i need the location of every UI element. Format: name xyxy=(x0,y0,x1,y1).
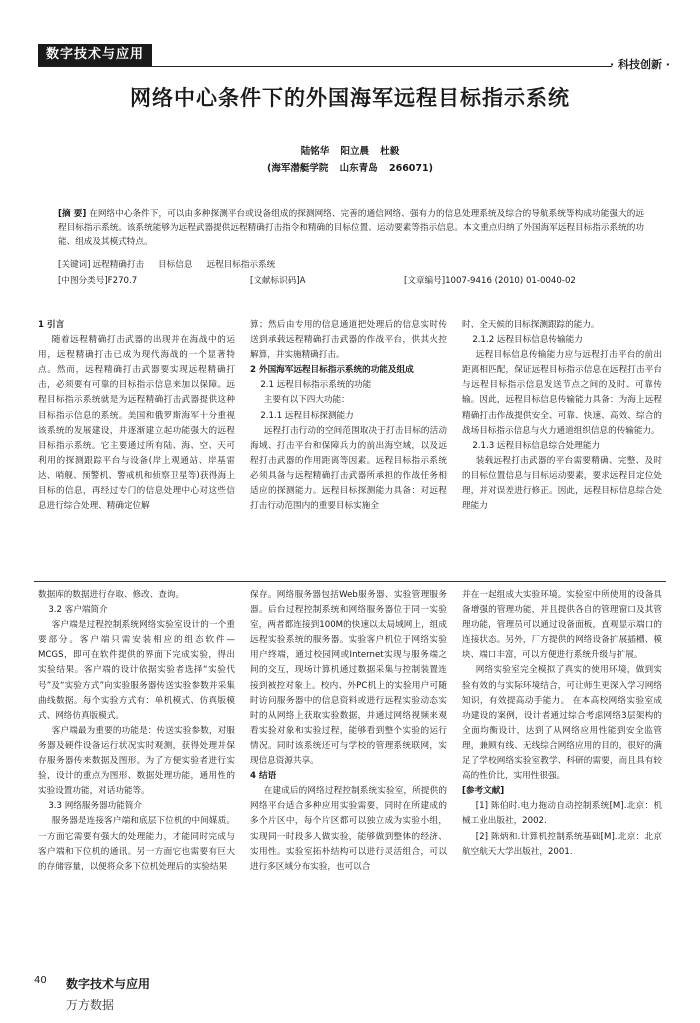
section-heading: 2.1.1 远程目标探测能力 xyxy=(260,410,354,421)
article-number: [文章编号]1007-9416 (2010) 01-0040-02 xyxy=(404,276,576,286)
clc-number: [中图分类号]F270.7 xyxy=(58,276,138,286)
page-number: 40 xyxy=(34,975,47,986)
section-heading: 2 外国海军远程目标指示系统的功能及组成 xyxy=(250,365,414,376)
paragraph: 远程目标信息传输能力应与远程打击平台的前出距离相匹配，保证远程目标指示信息在远程打击平台与远程目标指示信息发送节点之间的及时、可靠传输。因此，远程目标信息传输能力具备：为海上远程精确打击作战提供安全、可靠、快速、高效、综合的战场目标指示信息与火力通道组织信息的传输能力。 xyxy=(462,350,662,436)
upper-column-1 xyxy=(38,318,235,570)
header-rule xyxy=(38,66,612,67)
paragraph: 网络实验室完全模拟了真实的使用环境，做到实验有效的与实际环境结合，可让师生更深入学习网络知识，有效提高动手能力。 在本高校网络实验室成功建设的案例，设计者通过综合考虑网络3层架构的全面均衡设计，达到了从网络应用性能到安全监管理，兼顾有线、无线综合网络应用的目的，很好的满足了学校网络实验室教学、科研的需要，而且具有较高的性价比，实用性很强。 xyxy=(462,665,662,782)
lower-column-3 xyxy=(462,588,662,966)
paragraph: 并在一起组成大实验环境。实验室中所使用的设备具备增强的管理功能，并且提供各自的管理窗口及其管理功能，管理员可以通过设备面板，直观显示端口的连接状态。另外，厂方提供的网络设备扩展插槽、模块、端口丰富，可以方便进行系统升级与扩展。 xyxy=(462,590,662,661)
upper-column-3 xyxy=(462,318,662,570)
paragraph: [1] 陈伯时.电力拖动自动控制系统[M].北京：机械工业出版社，2002. xyxy=(462,801,662,827)
lower-column-1 xyxy=(38,588,235,966)
lower-column-2 xyxy=(250,588,447,966)
paragraph: 客户端最为重要的功能是：传送实验参数，对服务器及硬件设备运行状况实时观测，获得处理并保存服务器传来数据及图形。为了方便实验者进行实验，设计的重点为图形、数据处理功能，通用性的实验设置功能，对话功能等。 xyxy=(38,725,235,797)
keywords xyxy=(58,258,289,270)
paragraph: 时、全天候的目标探测跟踪的能力。 xyxy=(462,320,600,330)
paragraph: 服务器是连接客户端和底层下位机的中间媒质。一方面它需要有强大的处理能力，才能同时完成与客户端和下位机的通讯。另一方面它也需要有巨大的存储容量，以便将众多下位机处理后的实验结果 xyxy=(38,816,235,872)
section-heading: 3.3 网络服务器功能简介 xyxy=(48,801,143,812)
paragraph: 随着远程精确打击武器的出现并在海战中的运用，远程精确打击已成为现代海战的一个显著特点。然而，远程精确打击武器要实现远程精确打击，必须要有可靠的目标指示信息来加以保障。远程目标指示系统就是为远程精确打击武器提供这种目标指示信息的系统。美国和俄罗斯海军十分重视该系统的发展建设，并逐渐建立起功能强大的远程目标指示系统。它主要通过所有陆、海、空、天可利用的探测跟踪平台与设备(岸上观通站、岸基雷达、哨舰、预警机、警戒机和侦察卫星等)获得海上目标的信息，再经过专门的信息处理中心对这些信息进行综合处理、精确定位解 xyxy=(38,335,235,512)
keywords-label: [关键词] xyxy=(58,260,91,270)
article-title: 网络中心条件下的外国海军远程目标指示系统 xyxy=(130,85,570,110)
section-tag: 数字技术与应用 xyxy=(38,44,152,66)
abstract xyxy=(58,207,644,249)
paragraph: 远程打击行动的空间范围取决于打击目标的活动海域、打击平台和保障兵力的前出海空域，以及远程打击武器的作用距离等因素。远程目标指示系统必须具备与远程精确打击武器所承担的作战任务相适应的探测能力。远程目标探测能力具备：对远程打击行动范围内的重要目标实施全 xyxy=(250,425,447,512)
paragraph: [2] 陈炳和.计算机控制系统基础[M].北京：北京航空航天大学出版社，2001. xyxy=(462,831,662,857)
upper-column-2 xyxy=(250,318,447,570)
authors: 陆铭华 阳立晨 杜毅 xyxy=(300,146,400,157)
column-tag: · 科技创新 · xyxy=(609,58,670,71)
paragraph: 在建成后的网络过程控制系统实验室，所提供的网络平台适合多种应用实验需要，同时在所建成的多个片区中，每个片区都可以独立成为实验小组，实现同一时段多人做实验，能够做到整体的经济、实用性。实验室拓朴结构可以进行灵活组合，可以进行多区域分布实验，也可以合 xyxy=(250,786,447,872)
paragraph: 装载远程打击武器的平台需要精确、完整、及时的目标位置信息与目标运动要素，要求远程目定位处理，并对误差进行修正。因此，远程目标信息综合处理能力 xyxy=(462,455,662,512)
keyword: 远程精确打击 xyxy=(92,260,145,270)
section-heading: 2.1 远程目标指示系统的功能 xyxy=(260,380,372,391)
paragraph: 数据库的数据进行存取、修改、查询。 xyxy=(38,590,185,600)
keyword: 目标信息 xyxy=(158,260,193,270)
section-heading: 1 引言 xyxy=(38,320,65,330)
section-heading: 2.1.3 远程目标信息综合处理能力 xyxy=(472,440,601,451)
paragraph: 算；然后由专用的信息通道把处理后的信息实时传送到承载远程精确打击武器的作战平台，供其火控解算，并实施精确打击。 xyxy=(250,320,447,361)
paragraph: 客户端是过程控制系统网络实验室设计的一个重要部分。客户端只需安装相应的组态软件—MCGS，即可在软件提供的界面下完成实验，得出实验结果。客户端的设计依据实验者选择“实验代号”及“实验方式”向实验服务器传送实验参数并采集曲线数据。每个实验方式有：单机模式、仿真版模式、网络仿真版模式。 xyxy=(38,620,235,721)
abstract-text: 在网络中心条件下，可以由多种探测平台或设备组成的探测网络、完善的通信网络、强有力的信息处理系统及综合的导航系统等构成功能强大的远程目标指示系统。该系统能够为远程武器提供远程精确打击指令和精确的目标位置、运动要素等指示信息。本文重点归纳了外国海军远程目标指示系统的功能、组成及其模式特点。 xyxy=(58,209,644,247)
section-heading: 4 结语 xyxy=(250,771,277,782)
keyword: 远程目标指示系统 xyxy=(206,260,276,270)
paragraph: 主要有以下四大功能： xyxy=(263,395,350,406)
journal-name: 数字技术与应用 xyxy=(66,977,151,991)
section-heading: [参考文献] xyxy=(462,786,505,797)
abstract-label: [摘 要] xyxy=(58,209,87,219)
watermark: 万方数据 xyxy=(66,998,115,1012)
affiliation: (海军潜艇学院 山东青岛 266071) xyxy=(267,163,433,174)
section-heading: 3.2 客户端简介 xyxy=(48,605,108,616)
section-heading: 2.1.2 远程目标信息传输能力 xyxy=(472,335,583,346)
document-code: [文献标识码]A xyxy=(250,276,306,286)
section-divider xyxy=(34,581,666,582)
paragraph: 保存。网络服务器包括Web服务器、实验管理服务器。后台过程控制系统和网络服务器位于同一实验室，两者都连接到100M的快速以太局域网上，组成远程实验系统的服务器。实验客户机位于网络实验用户终端，通过校园网或Internet实现与服务端之间的交互，现场计算机通过数据采集与控制装置连接到被控对象上。校内、外PC机上的实验用户可随时访问服务器中的信息资料或进行远程实验动态实时的从网络上获取实验数据，并通过网络视频来观看实验对象和实验过程，能够看到整个实验的运行情况。同时该系统还可与学校的管理系统联网，实现信息资源共享。 xyxy=(250,590,447,767)
